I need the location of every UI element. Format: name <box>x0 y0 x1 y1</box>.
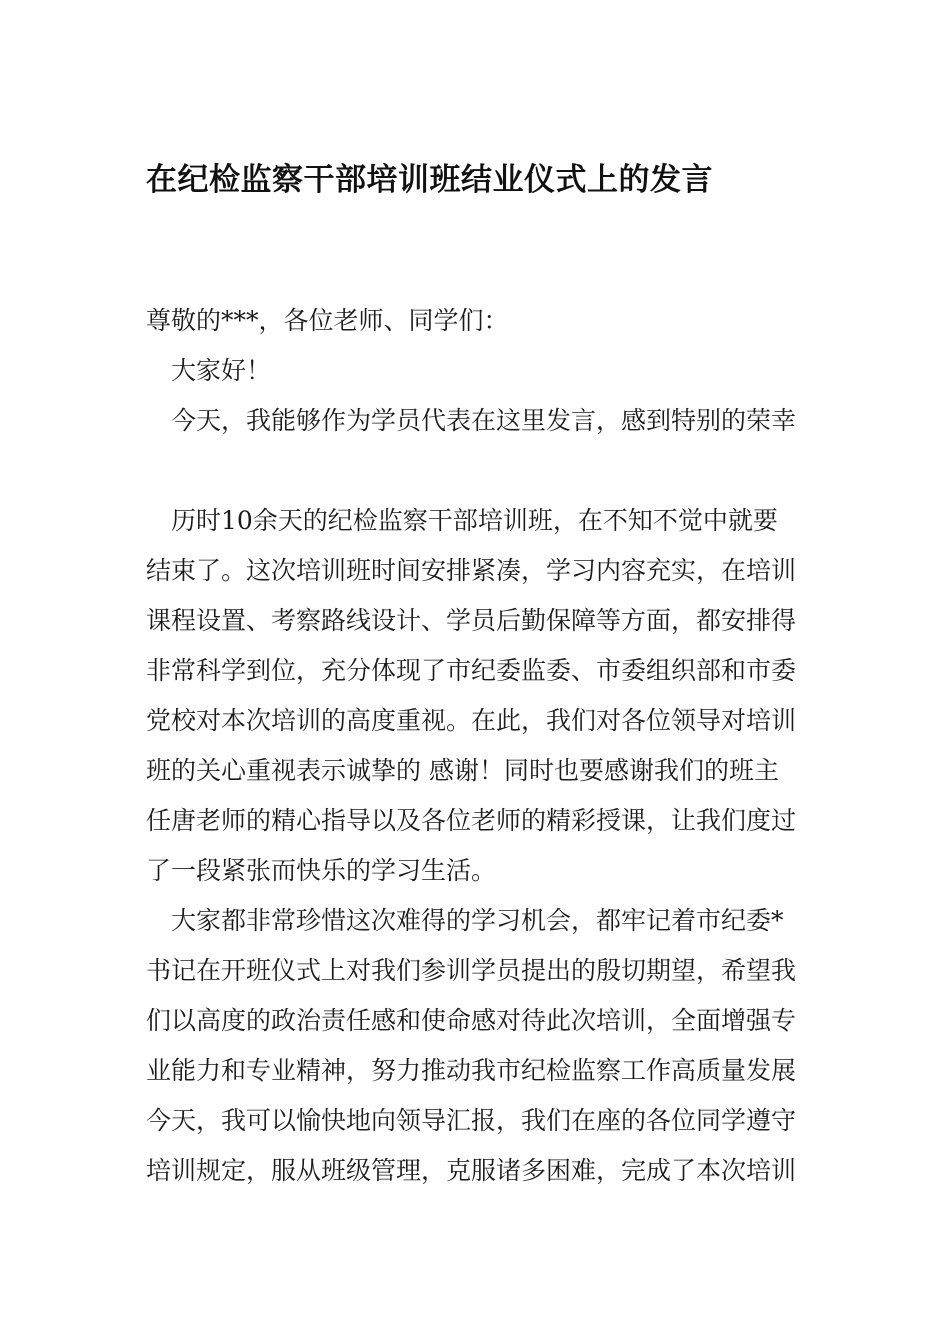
body-line-13: 业能力和专业精神，努力推动我市纪检监察工作高质量发展 <box>146 1056 797 1085</box>
document-title: 在纪检监察干部培训班结业仪式上的发言 <box>146 162 713 198</box>
body-line-9: 了一段紧张而快乐的学习生活。 <box>146 856 497 885</box>
body-line-7: 班的关心重视表示诚挚的 感谢！同时也要感谢我们的班主 <box>146 756 779 785</box>
body-line-15: 培训规定，服从班级管理，克服诸多困难，完成了本次培训 <box>146 1156 797 1185</box>
body-line-5: 非常科学到位，充分体现了市纪委监委、市委组织部和市委 <box>146 656 797 685</box>
salutation-line: 尊敬的***，各位老师、同学们： <box>146 306 509 335</box>
body-line-11: 书记在开班仪式上对我们参训学员提出的殷切期望，希望我 <box>146 956 797 985</box>
body-line-10: 大家都非常珍惜这次难得的学习机会，都牢记着市纪委* <box>171 906 784 935</box>
body-line-1: 今天，我能够作为学员代表在这里发言，感到特别的荣幸 <box>171 406 797 435</box>
body-line-3: 结束了。这次培训班时间安排紧凑，学习内容充实，在培训 <box>146 556 797 585</box>
body-line-2: 历时10余天的纪检监察干部培训班，在不知不觉中就要 <box>171 506 778 535</box>
body-line-14: 今天，我可以愉快地向领导汇报，我们在座的各位同学遵守 <box>146 1106 797 1135</box>
body-line-8: 任唐老师的精心指导以及各位老师的精彩授课，让我们度过 <box>146 806 797 835</box>
body-line-4: 课程设置、考察路线设计、学员后勤保障等方面，都安排得 <box>146 606 797 635</box>
greeting-line: 大家好！ <box>171 356 272 385</box>
body-line-12: 们以高度的政治责任感和使命感对待此次培训，全面增强专 <box>146 1006 797 1035</box>
body-line-6: 党校对本次培训的高度重视。在此，我们对各位领导对培训 <box>146 706 797 735</box>
